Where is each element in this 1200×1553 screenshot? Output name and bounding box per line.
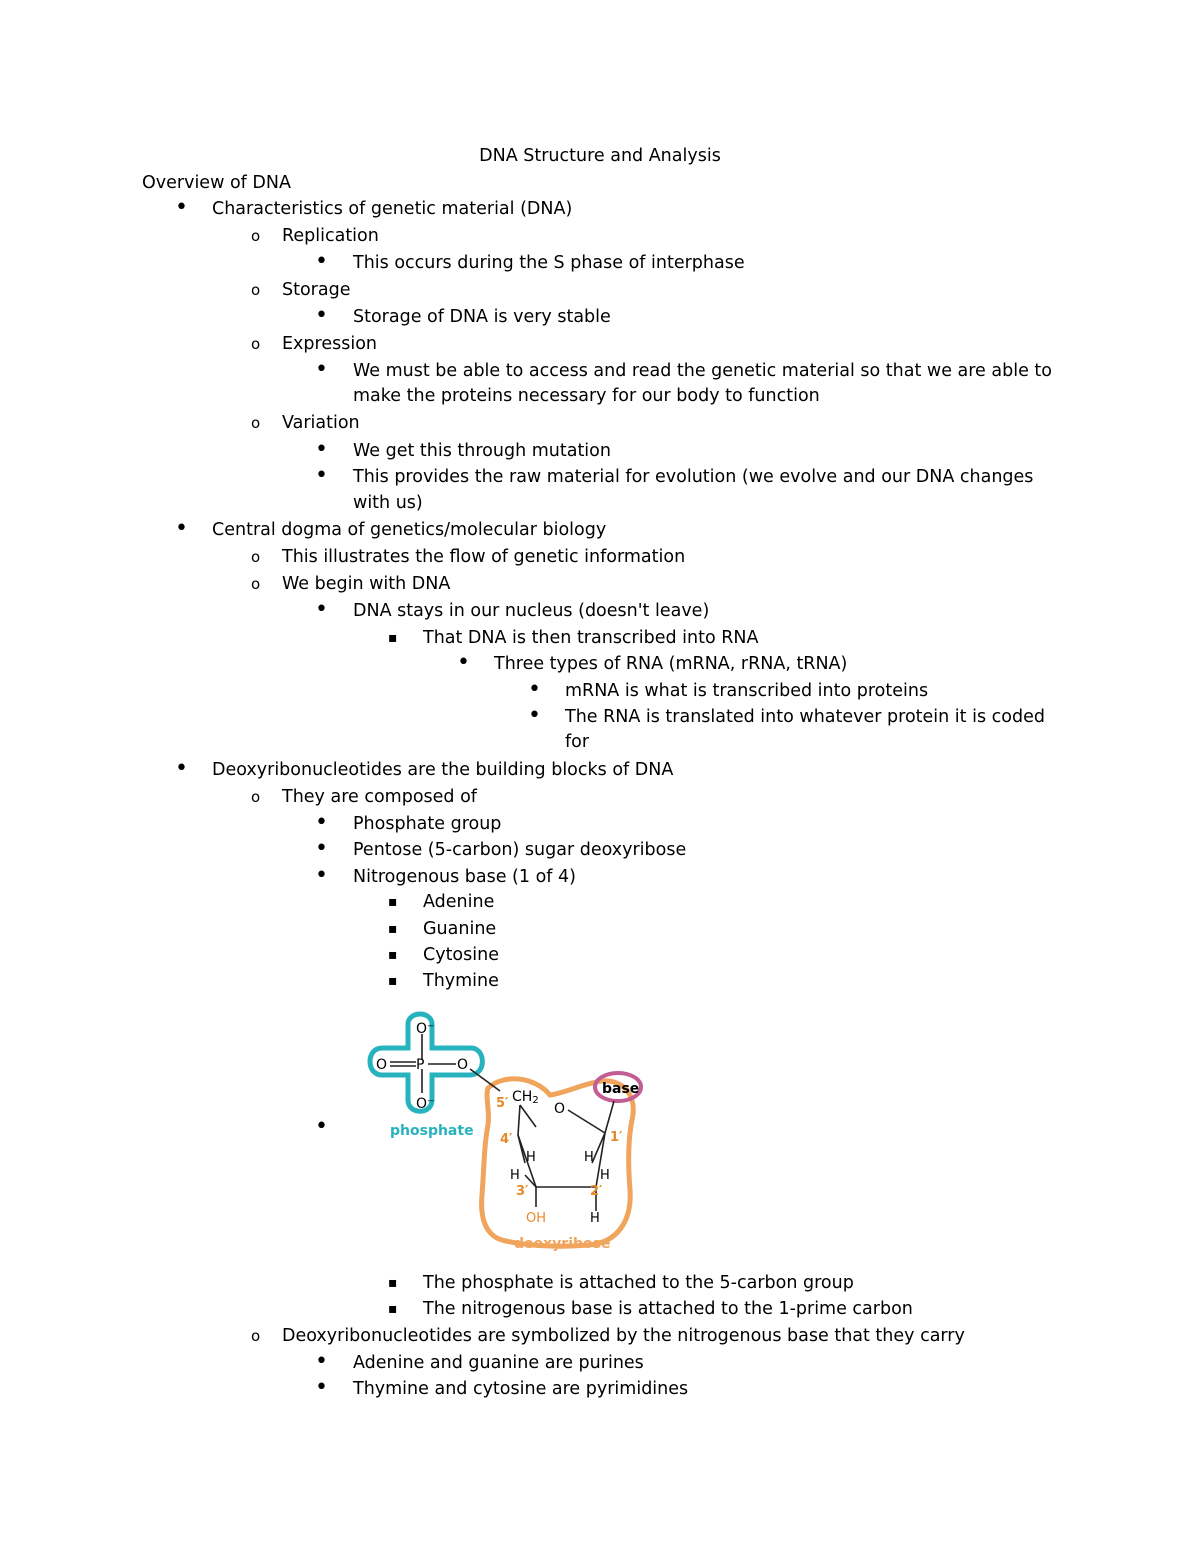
bullet-icon [175, 757, 188, 782]
bullet-icon [457, 651, 470, 676]
list-item: Deoxyribonucleotides are the building blocks of DNA [212, 760, 674, 780]
list-item: The nitrogenous base is attached to the 1-prime carbon [423, 1299, 913, 1319]
list-item: Nitrogenous base (1 of 4) [353, 867, 576, 887]
list-item: Deoxyribonucleotides are symbolized by the nitrogenous base that they carry [282, 1326, 965, 1346]
bullet-icon [175, 517, 188, 542]
atom-p: P [416, 1057, 425, 1073]
atom-oh: OH [526, 1211, 547, 1226]
bullet-icon [251, 572, 260, 596]
list-item: This provides the raw material for evolution (we evolve and our DNA changes [353, 467, 1034, 487]
list-item: That DNA is then transcribed into RNA [423, 628, 759, 648]
list-item: Guanine [423, 919, 497, 939]
atom-ch2: CH2 [512, 1089, 539, 1106]
carbon-3-label: 3′ [516, 1184, 529, 1199]
bullet-icon [388, 889, 398, 914]
list-item: Storage [282, 280, 351, 300]
carbon-5-label: 5′ [496, 1096, 509, 1111]
list-item: Thymine [423, 971, 499, 991]
bullet-icon [315, 250, 328, 275]
bullet-icon [388, 968, 398, 993]
list-item: We begin with DNA [282, 574, 451, 594]
atom-h: H [510, 1168, 520, 1183]
bullet-icon [528, 678, 541, 703]
list-item: Three types of RNA (mRNA, rRNA, tRNA) [494, 654, 848, 674]
list-item: Characteristics of genetic material (DNA) [212, 199, 573, 219]
bullet-icon [388, 942, 398, 967]
bullet-icon [251, 332, 260, 356]
bullet-icon [251, 1324, 260, 1348]
bullet-icon [388, 916, 398, 941]
list-item: Central dogma of genetics/molecular biology [212, 520, 607, 540]
list-item: Replication [282, 226, 379, 246]
atom-h: H [600, 1168, 610, 1183]
bullet-icon [251, 224, 260, 248]
bullet-icon [388, 1296, 398, 1321]
bullet-icon [315, 464, 328, 489]
bullet-icon [315, 438, 328, 463]
bullet-icon [315, 864, 328, 889]
bullet-icon [251, 785, 260, 809]
atom-o-minus-bottom: O⁻ [416, 1096, 435, 1112]
atom-h: H [584, 1150, 594, 1165]
list-item: Cytosine [423, 945, 499, 965]
atom-h: H [590, 1211, 600, 1226]
list-item: Pentose (5-carbon) sugar deoxyribose [353, 840, 687, 860]
deoxyribose-label: deoxyribose [514, 1236, 611, 1252]
bullet-icon [315, 358, 328, 383]
bullet-icon [315, 1350, 328, 1375]
nucleotide-diagram [360, 1005, 660, 1255]
list-item: Expression [282, 334, 377, 354]
list-item: We must be able to access and read the genetic material so that we are able to [353, 361, 1052, 381]
document-title: DNA Structure and Analysis [479, 146, 721, 166]
atom-o-link: O [457, 1057, 469, 1073]
list-item: This occurs during the S phase of interphase [353, 253, 745, 273]
atom-h: H [526, 1150, 536, 1165]
atom-o-minus-top: O⁻ [416, 1021, 435, 1037]
list-item: The RNA is translated into whatever protein it is coded [565, 707, 1045, 727]
list-item: This illustrates the flow of genetic information [282, 547, 686, 567]
bullet-icon [315, 811, 328, 836]
bullet-icon [388, 625, 398, 650]
bullet-icon [251, 411, 260, 435]
list-item: Thymine and cytosine are pyrimidines [353, 1379, 689, 1399]
base-label: base [602, 1081, 640, 1097]
phosphate-label: phosphate [390, 1123, 474, 1139]
list-item: Variation [282, 413, 360, 433]
bullet-icon [251, 545, 260, 569]
section-heading: Overview of DNA [142, 173, 291, 193]
bullet-icon [315, 1376, 328, 1401]
list-item-continuation: make the proteins necessary for our body to function [353, 386, 820, 406]
list-item: They are composed of [282, 787, 477, 807]
bullet-icon [315, 837, 328, 862]
list-item: Adenine and guanine are purines [353, 1353, 644, 1373]
list-item: mRNA is what is transcribed into proteins [565, 681, 929, 701]
carbon-4-label: 4′ [500, 1132, 513, 1147]
list-item: We get this through mutation [353, 441, 611, 461]
atom-o-double: O [376, 1057, 388, 1073]
bullet-icon [315, 304, 328, 329]
list-item: Adenine [423, 892, 495, 912]
list-item: Storage of DNA is very stable [353, 307, 611, 327]
list-item-continuation: with us) [353, 493, 423, 513]
bullet-icon [175, 196, 188, 221]
atom-ring-o: O [554, 1101, 566, 1117]
list-item: Phosphate group [353, 814, 502, 834]
bullet-icon [388, 1270, 398, 1295]
list-item: The phosphate is attached to the 5-carbon group [423, 1273, 854, 1293]
bullet-icon [528, 704, 541, 729]
list-item-continuation: for [565, 732, 590, 752]
bullet-icon [315, 598, 328, 623]
list-item: DNA stays in our nucleus (doesn't leave) [353, 601, 710, 621]
carbon-1-label: 1′ [610, 1130, 623, 1145]
bullet-icon [315, 1115, 328, 1140]
bullet-icon [251, 278, 260, 302]
carbon-2-label: 2′ [590, 1184, 603, 1199]
